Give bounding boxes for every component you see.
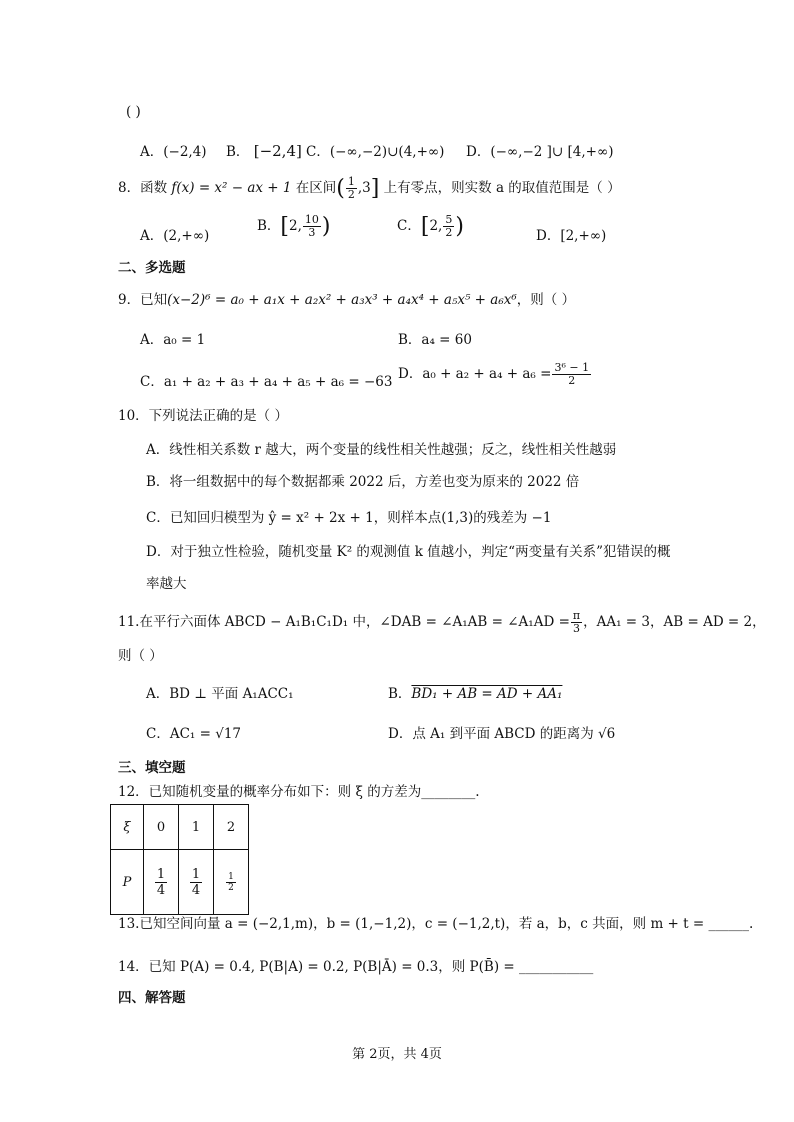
prob-num: 1 (156, 866, 166, 882)
q13-stem: 13.已知空间向量 a = (−2,1,m)，b = (1,−1,2)，c = (−1,2,t)，若 a，b，c 共面，则 m + t = ______. (118, 916, 754, 932)
q10-option-a: A．线性相关系数 r 越大，两个变量的线性相关性越强；反之，线性相关性越弱 (146, 442, 617, 458)
q10-option-c: C．已知回归模型为 ŷ = x² + 2x + 1，则样本点(1,3)的残差为 −1 (146, 510, 552, 526)
q8-b-num: 10 (304, 213, 319, 226)
q11-option-c: C．AC₁ = √17 (146, 726, 241, 742)
q8-b-right: ) (321, 214, 331, 239)
q9-option-d-fraction (552, 362, 591, 387)
prob-num: 1 (228, 871, 234, 882)
q11-option-b-label: B． (388, 686, 412, 702)
q7-paren: ( ) (126, 104, 141, 120)
q9-option-d (398, 362, 592, 387)
q10-option-d-line2: 率越大 (146, 576, 187, 592)
q8-option-b-label: B． (257, 218, 281, 234)
q11-pi-fraction (571, 610, 582, 635)
q8-option-a: A．(2,+∞) (140, 228, 210, 244)
q7-option-b-label: B． (226, 144, 250, 160)
q9-prefix: 9．已知 (118, 292, 168, 308)
q7-option-d: D．(−∞,−2 ]∪ [4,+∞) (466, 144, 614, 160)
page-footer: 第 2页，共 4页 (352, 1047, 442, 1062)
q8-stem (118, 176, 621, 201)
q7-option-b (226, 140, 302, 160)
q8-option-c: C．[2, $\frac{5}{2}$ ) (397, 213, 464, 239)
q9-option-d-label: D．a₀ + a₂ + a₄ + a₆ = (398, 366, 552, 382)
table-header-cell: 1 (179, 805, 214, 850)
q8-function: f(x) = x² − ax + 1 (171, 180, 292, 196)
q8-interval-den: 2 (347, 188, 355, 201)
q8-c-left: [ (420, 214, 430, 239)
q8-option-b: B．[2, $\frac{10}{3}$ ) (257, 213, 331, 239)
q8-interval-num: 1 (347, 175, 355, 188)
q9-option-a: A．a₀ = 1 (140, 332, 206, 348)
q9-tail: ，则（ ） (516, 292, 576, 308)
q9-d-den: 2 (568, 374, 576, 387)
q10-option-b: B．将一组数据中的每个数据都乘 2022 后，方差也变为原来的 2022 倍 (146, 474, 580, 490)
q8-c-den: 2 (445, 226, 453, 239)
prob-num: 1 (191, 866, 201, 882)
q8-option-b-fraction (303, 214, 321, 239)
table-header-xi: ξ (123, 819, 131, 835)
q7-option-a: A．(−2,4) (140, 144, 207, 160)
q8-interval-end: ,3 (357, 180, 371, 196)
q8-c-num: 5 (445, 213, 453, 226)
q8-b-left: [ (280, 214, 290, 239)
section-heading-3: 三、填空题 (118, 760, 186, 776)
q11-stem (118, 610, 766, 635)
q11-stem-line2: 则（ ） (118, 648, 163, 664)
prob-den: 4 (191, 882, 201, 898)
table-row (111, 805, 249, 850)
q14-stem: 14．已知 P(A) = 0.4, P(B|A) = 0.2, P(B|Ā) = 0.3，则 P(B̄) = ___________ (118, 959, 594, 975)
table-row-label-text: P (122, 874, 132, 890)
q8-interval-fraction (346, 176, 357, 201)
q9-equation: (x−2)⁶ = a₀ + a₁x + a₂x² + a₃x³ + a₄x⁴ + a₅x⁵ + a₆x⁶ (167, 292, 517, 308)
q9-d-num: 3⁶ − 1 (554, 361, 590, 374)
table-row-label (111, 850, 144, 915)
q12-stem: 12．已知随机变量的概率分布如下：则 ξ 的方差为________. (118, 784, 480, 800)
q9-option-b: B．a₄ = 60 (398, 332, 472, 348)
q11-pi-den: 3 (572, 622, 580, 635)
prob-fraction (190, 867, 202, 898)
q11-text1: 11.在平行六面体 ABCD − A₁B₁C₁D₁ 中，∠DAB = ∠A₁AB = ∠A₁AD = (118, 614, 570, 630)
q7-option-c: C．(−∞,−2)∪(4,+∞) (306, 144, 445, 160)
q11-option-a: A．BD ⊥ 平面 A₁ACC₁ (146, 686, 294, 702)
q11-option-b-eq: BD₁ + AB = AD + AA₁ (411, 686, 563, 702)
q11-text2: ，AA₁ = 3，AB = AD = 2， (583, 614, 766, 630)
q7-option-b-value: [−2,4] (253, 142, 302, 160)
section-heading-2: 二、多选题 (118, 260, 186, 276)
q8-option-c-label: C． (397, 218, 421, 234)
q8-prefix: 8．函数 (118, 180, 168, 196)
table-cell (214, 850, 249, 915)
q8-mid: 在区间 (295, 180, 337, 196)
table-header-cell: 2 (214, 805, 249, 850)
q8-c-right: ) (455, 214, 464, 239)
q8-left-paren: ( (336, 176, 345, 201)
prob-fraction (155, 867, 167, 898)
table-row (111, 850, 249, 915)
prob-den: 4 (156, 882, 166, 898)
q8-option-d: D．[2,+∞) (536, 228, 607, 244)
q8-option-c-fraction (443, 214, 454, 239)
q11-pi-num: π (572, 609, 581, 622)
table-cell (144, 850, 179, 915)
q10-stem: 10．下列说法正确的是（ ） (118, 408, 288, 424)
q9-stem (118, 288, 575, 308)
table-header-cell (111, 805, 144, 850)
prob-den: 2 (228, 882, 234, 893)
q8-right-bracket: ] (370, 176, 380, 201)
table-header-cell: 0 (144, 805, 179, 850)
q8-b-den: 3 (308, 226, 316, 239)
section-heading-4: 四、解答题 (118, 990, 186, 1006)
q9-option-c: C．a₁ + a₂ + a₃ + a₄ + a₅ + a₆ = −63 (140, 374, 393, 390)
table-cell (179, 850, 214, 915)
prob-fraction (226, 872, 236, 893)
probability-table (110, 804, 249, 915)
q11-option-d: D．点 A₁ 到平面 ABCD 的距离为 √6 (388, 726, 616, 742)
q8-suffix: 上有零点，则实数 a 的取值范围是（ ） (383, 180, 621, 196)
q11-option-b (388, 682, 562, 702)
q10-option-d-line1: D．对于独立性检验，随机变量 K² 的观测值 k 值越小，判定“两变量有关系”犯错误的概 (146, 544, 671, 560)
